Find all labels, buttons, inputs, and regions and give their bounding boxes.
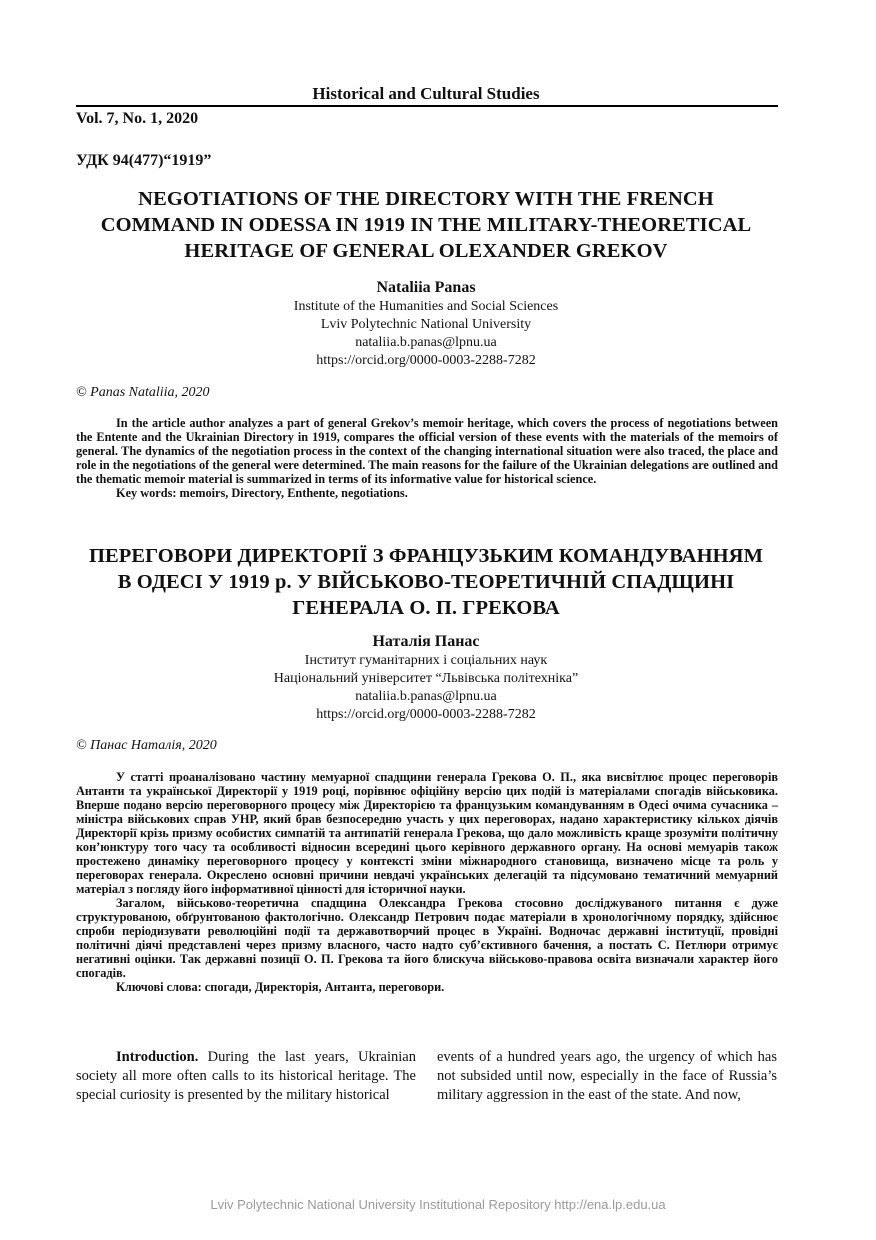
body-column-left: [76, 1048, 416, 1105]
author-name: Наталія Панас: [372, 633, 480, 650]
abstract-paragraph: Загалом, військово-теоретична спадщина Олександра Грекова стосовно досліджуваного питання є дуже структурованою, обґрунтованою фактологічно. Олександр Петрович подає матеріали в хронологічному порядку, здійснює спроби періодизувати революційні події та державотворчий процес в Україні. Водночас державні інституції, провідні політичні діячі представлені через призму власного, часто надто суб’єктивного бачення, а постать С. Петлюри отримує негативні оцінки. Так державні позиції О. П. Грекова та його блискуча військово-правова освіта визначали характер його спогадів.: [76, 896, 778, 980]
article-title-ua: [76, 543, 776, 621]
author-block-en: [76, 278, 776, 370]
body-text: During the last years, Ukrainian society all more often calls to its historical heritage. The special curiosity is presented by the military historical: [76, 1049, 416, 1103]
title-line: HERITAGE OF GENERAL OLEXANDER GREKOV: [184, 240, 668, 262]
article-title-en: [76, 186, 776, 264]
affiliation-university: Національний університет “Львівська політехніка”: [273, 671, 579, 686]
abstract-text: In the article author analyzes a part of general Grekov’s memoir heritage, which covers the process of negotiations between the Entente and the Ukrainian Directory in 1919, compares the official version of these events with the materials of the memoirs of general. The dynamics of the negotiation process in the context of the changing international situation were also traced, the place and role in the negotiations of the general were determined. The main reasons for the failure of the Ukrainian delegations are outlined and the thematic memoir material is summarized in terms of its informative value for historical science.: [76, 416, 778, 486]
title-line: ПЕРЕГОВОРИ ДИРЕКТОРІЇ З ФРАНЦУЗЬКИМ КОМАНДУВАННЯМ: [88, 545, 764, 567]
section-heading-introduction: Introduction.: [116, 1049, 199, 1065]
header-rule: [76, 105, 778, 107]
author-email: nataliia.b.panas@lpnu.ua: [355, 689, 497, 704]
copyright-en: © Panas Nataliia, 2020: [76, 385, 210, 400]
body-text: events of a hundred years ago, the urgency of which has not subsided until now, especially in the face of Russia’s military aggression in the east of the state. And now,: [437, 1049, 777, 1103]
author-email: nataliia.b.panas@lpnu.ua: [355, 335, 497, 350]
affiliation-institute: Інститут гуманітарних і соціальних наук: [304, 653, 548, 668]
author-orcid: https://orcid.org/0000-0003-2288-7282: [316, 707, 536, 722]
author-orcid: https://orcid.org/0000-0003-2288-7282: [316, 353, 536, 368]
abstract-en: [76, 416, 778, 500]
keywords: Key words: memoirs, Directory, Enthente, negotiations.: [116, 486, 408, 500]
affiliation-institute: Institute of the Humanities and Social Sciences: [293, 299, 559, 314]
affiliation-university: Lviv Polytechnic National University: [320, 317, 532, 332]
title-line: NEGOTIATIONS OF THE DIRECTORY WITH THE FRENCH: [138, 188, 714, 210]
title-line: COMMAND IN ODESSA IN 1919 IN THE MILITARY-THEORETICAL: [100, 214, 752, 236]
author-name: Nataliia Panas: [376, 279, 476, 296]
title-line: ГЕНЕРАЛА О. П. ГРЕКОВА: [292, 597, 560, 619]
abstract-ua: [76, 770, 778, 994]
body-column-right: [437, 1048, 777, 1105]
title-line: В ОДЕСІ У 1919 р. У ВІЙСЬКОВО-ТЕОРЕТИЧНІЙ СПАДЩИНІ: [117, 571, 735, 593]
abstract-paragraph: У статті проаналізовано частину мемуарної спадщини генерала Грекова О. П., яка висвітлює процес переговорів Антанти та української Директорії у 1919 році, порівнює офіційну версію цих подій із матеріалами спогадів військовика. Вперше подано версію переговорного процесу між Директорією та французьким командуванням в Одесі очима сучасника – міністра військових справ УНР, який брав безпосередню участь у цих переговорах, надано характеристику кількох діячів Директорії крізь призму особистих симпатій та антипатій генерала Грекова, що дало можливість краще зрозуміти політичну кон’юнктуру того часу та особливості відносин всередині цього керівного державного органу. На основі мемуарів також простежено динаміку переговорного процесу у контексті зміни міжнародного становища, визначено місце та роль у переговорах генерала. Окреслено основні причини невдачі українських делегацій та підсумовано тематичний мемуарний матеріал з погляду його інформативної цінності для історичної науки.: [76, 770, 778, 896]
keywords: Ключові слова: спогади, Директорія, Антанта, переговори.: [116, 980, 445, 994]
copyright-ua: © Панас Наталія, 2020: [76, 738, 217, 753]
udk-code: УДК 94(477)“1919”: [76, 152, 212, 169]
author-block-ua: [76, 632, 776, 724]
journal-title: Historical and Cultural Studies: [312, 84, 540, 103]
volume-info: Vol. 7, No. 1, 2020: [76, 110, 199, 127]
repository-footer: Lviv Polytechnic National University Institutional Repository http://ena.lp.edu.ua: [210, 1197, 666, 1212]
